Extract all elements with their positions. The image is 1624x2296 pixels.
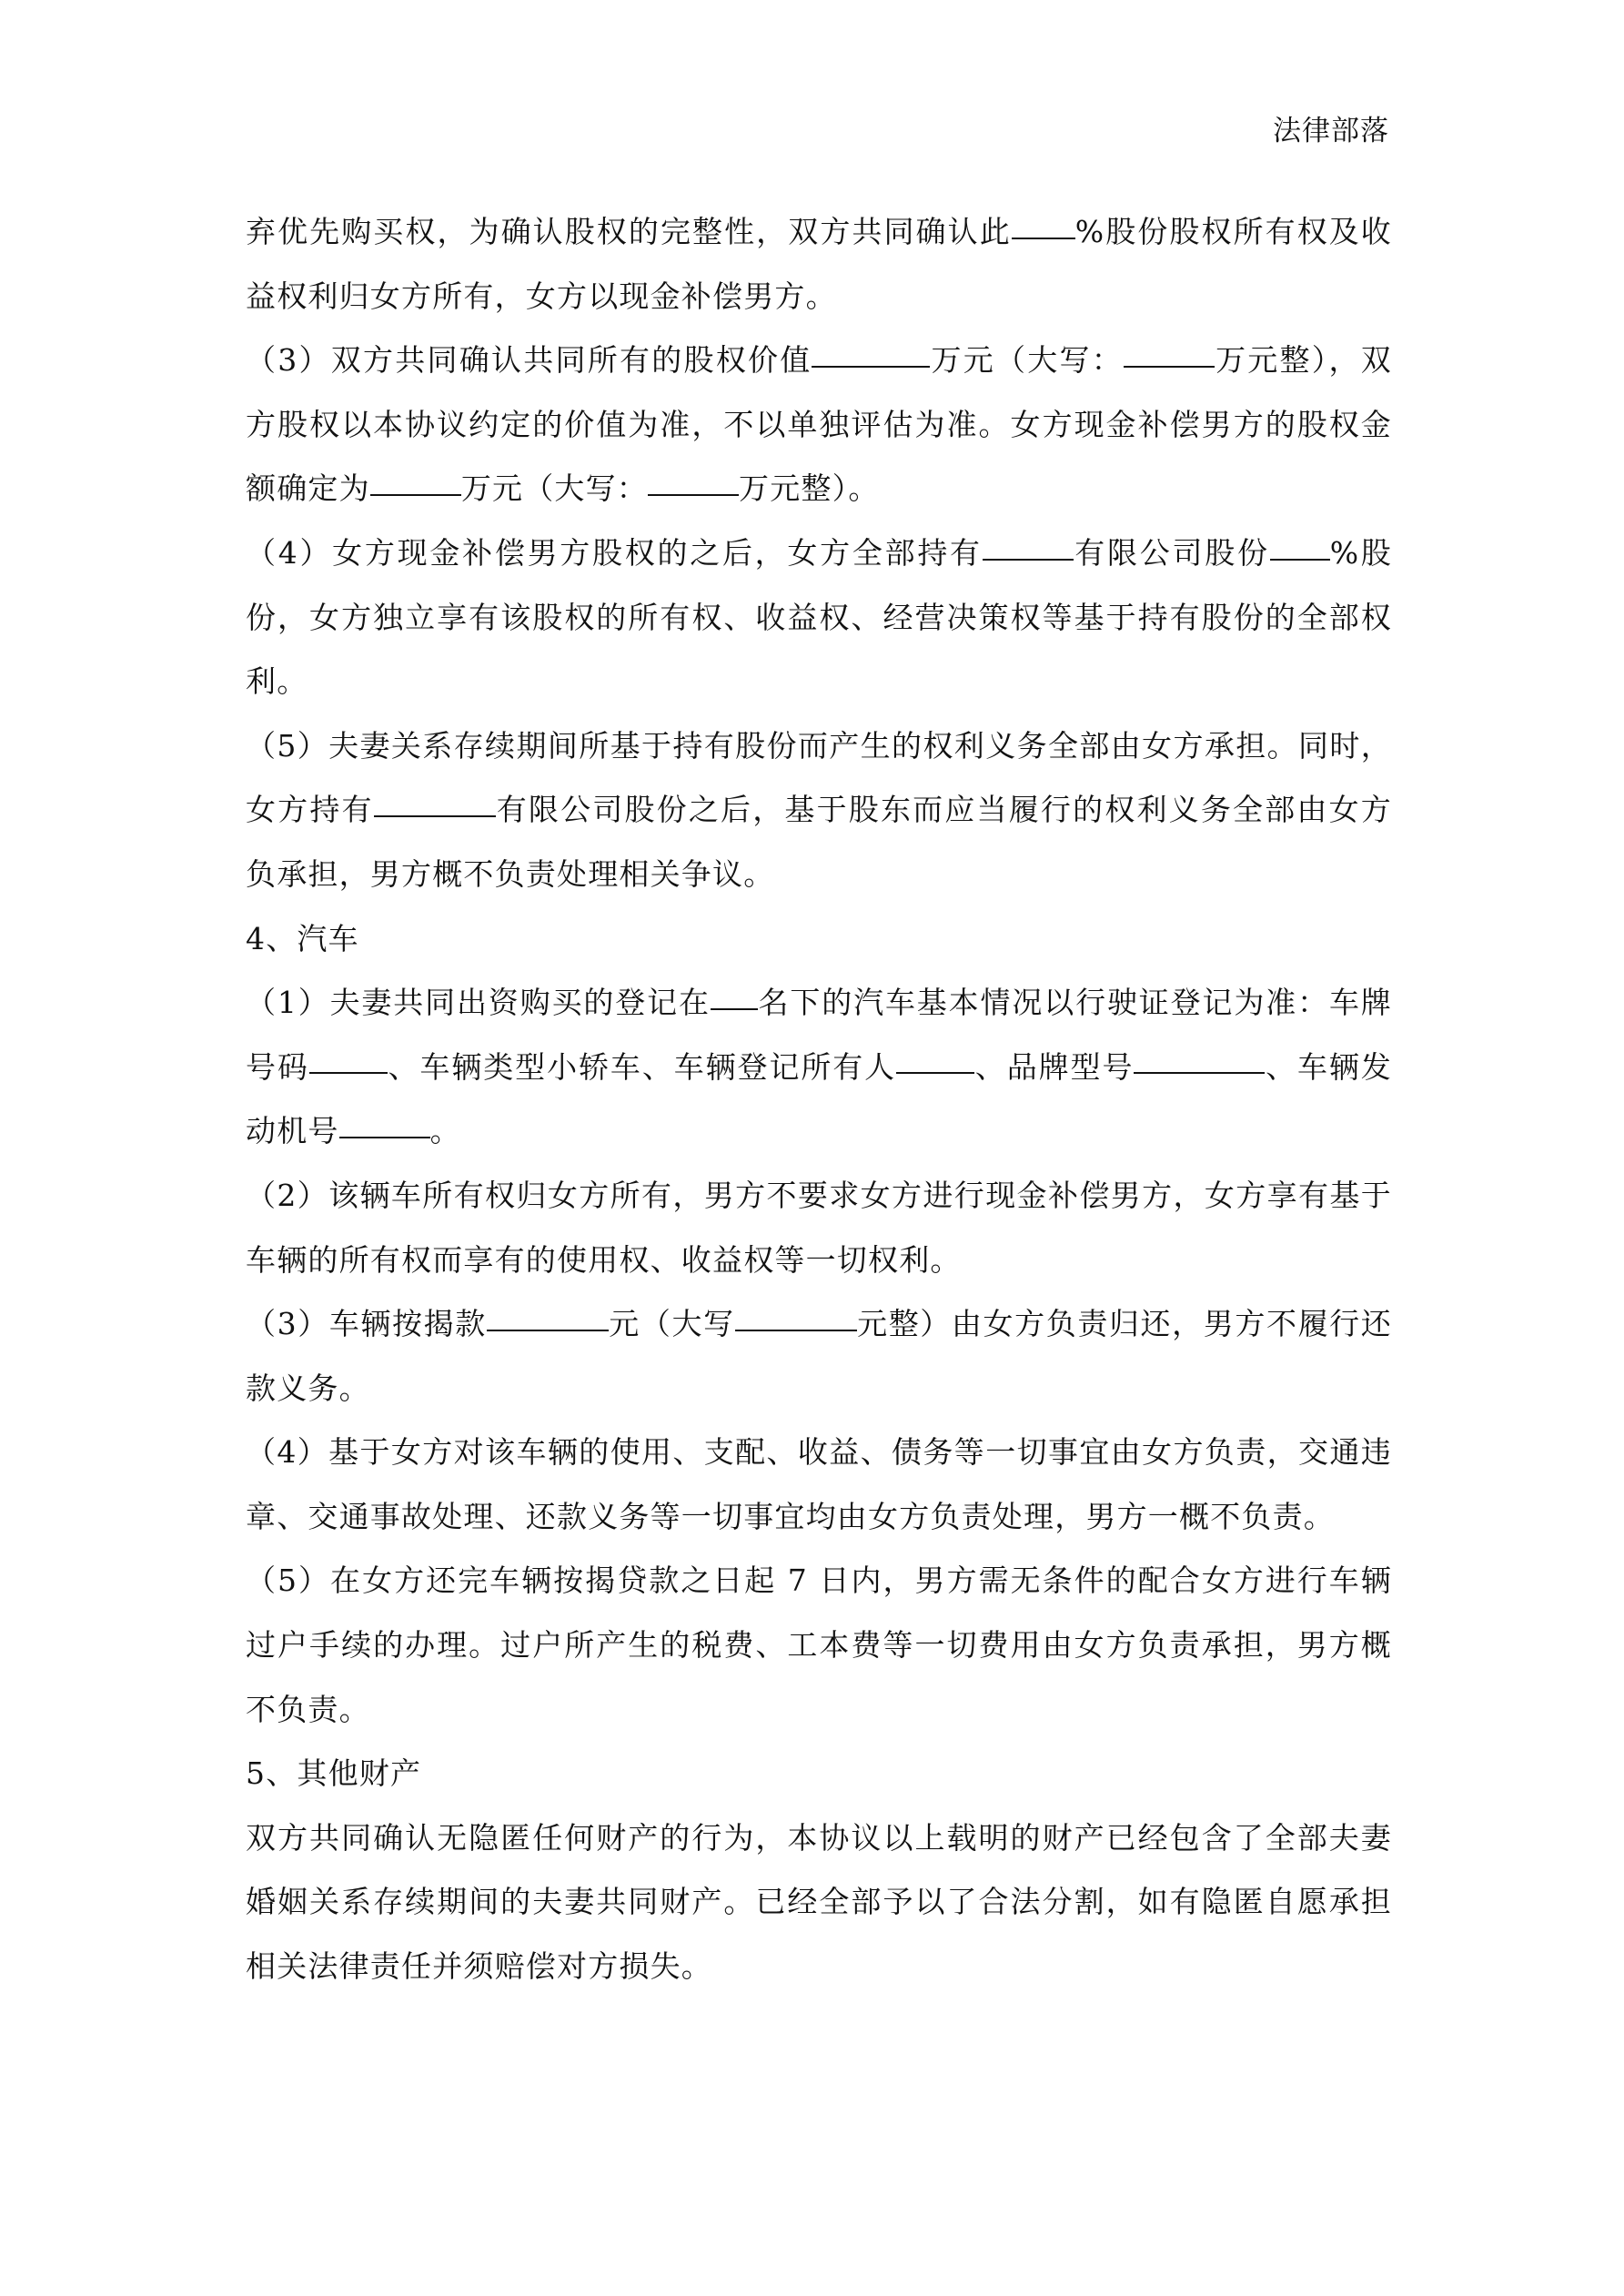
- section-heading-car: 4、汽车: [246, 920, 359, 956]
- document-body: [246, 200, 1392, 1999]
- page-header-label: 法律部落: [1273, 115, 1389, 147]
- text-segment: 万元整）。: [739, 470, 880, 507]
- text-segment: 。: [429, 1113, 461, 1149]
- section-heading-other-property: 5、其他财产: [246, 1755, 422, 1792]
- text-segment: 万元整），双方股权以本协议约定的价值为准，不以单独评估为准。女方现金补偿男方的股权金额确定为: [246, 342, 1393, 507]
- text-segment: %股份股权所有权及收益权利归女方所有，女方以现金补偿男方。: [246, 214, 1392, 314]
- text-segment: 弃优先购买权，为确认股权的完整性，双方共同确认此: [246, 214, 1012, 249]
- text-segment: 有限公司股份之后，基于股东而应当履行的权利义务全部由女方负承担，男方概不负责处理相关争议。: [246, 792, 1392, 892]
- text-segment: 名下的汽车基本情况以行驶证登记为准：车牌号码: [246, 985, 1393, 1085]
- fill-blank-company-name: [374, 815, 496, 817]
- fill-blank-owner: [896, 1072, 974, 1074]
- fill-blank-engine-number: [339, 1137, 430, 1138]
- text-segment: 万元（大写：: [930, 342, 1125, 379]
- fill-blank-compensation-uppercase: [648, 494, 739, 496]
- paragraph-equity-ownership: [246, 200, 1392, 329]
- text-segment: （1）夫妻共同出资购买的登记在: [246, 985, 711, 1021]
- paragraph-car-registration: [246, 971, 1392, 1164]
- text-segment: （5）夫妻关系存续期间所基于持有股份而产生的权利义务全部由女方承担。同时，女方持有: [246, 727, 1392, 828]
- fill-blank-percent: [1012, 238, 1075, 239]
- text-segment: 、品牌型号: [974, 1048, 1135, 1085]
- text-segment: 、车辆类型小轿车、车辆登记所有人: [387, 1048, 897, 1085]
- paragraph-car-responsibility: （4）基于女方对该车辆的使用、支配、收益、债务等一切事宜由女方负责，交通违章、交通事故处理、还款义务等一切事宜均由女方负责处理，男方一概不负责。: [246, 1434, 1392, 1534]
- paragraph-company-shares: [246, 521, 1392, 714]
- paragraph-shareholder-obligations: [246, 714, 1392, 907]
- fill-blank-loan-amount-uppercase: [735, 1330, 857, 1331]
- text-segment: （4）女方现金补偿男方股权的之后，女方全部持有: [246, 534, 983, 571]
- text-segment: （3）车辆按揭款: [246, 1306, 487, 1342]
- fill-blank-company-name: [983, 559, 1074, 561]
- text-segment: （3）双方共同确认共同所有的股权价值: [246, 342, 812, 379]
- fill-blank-share-percent: [1270, 559, 1330, 561]
- fill-blank-plate-number: [309, 1072, 388, 1074]
- text-segment: %股份，女方独立享有该股权的所有权、收益权、经营决策权等基于持有股份的全部权利。: [246, 534, 1392, 700]
- paragraph-other-property: 双方共同确认无隐匿任何财产的行为，本协议以上载明的财产已经包含了全部夫妻婚姻关系存续期间的夫妻共同财产。已经全部予以了合法分割，如有隐匿自愿承担相关法律责任并须赔偿对方损失。: [246, 1819, 1392, 1985]
- text-segment: 元整）由女方负责归还，男方不履行还款义务。: [246, 1306, 1392, 1406]
- fill-blank-loan-amount: [487, 1330, 609, 1331]
- paragraph-car-loan: [246, 1292, 1392, 1421]
- paragraph-equity-value: [246, 329, 1392, 521]
- text-segment: 万元（大写：: [460, 470, 649, 507]
- fill-blank-registrant: [711, 1008, 758, 1010]
- text-segment: 、车辆发动机号: [246, 1048, 1392, 1149]
- fill-blank-amount-uppercase: [1124, 366, 1215, 368]
- paragraph-car-ownership: （2）该辆车所有权归女方所有，男方不要求女方进行现金补偿男方，女方享有基于车辆的所有权而享有的使用权、收益权等一切权利。: [246, 1177, 1392, 1278]
- text-segment: 有限公司股份: [1073, 534, 1270, 571]
- paragraph-car-transfer: （5）在女方还完车辆按揭贷款之日起 7 日内，男方需无条件的配合女方进行车辆过户手续的办理。过户所产生的税费、工本费等一切费用由女方负责承担，男方概不负责。: [246, 1563, 1392, 1727]
- fill-blank-compensation: [370, 494, 461, 496]
- fill-blank-amount: [812, 366, 930, 368]
- fill-blank-model: [1134, 1072, 1265, 1074]
- text-segment: 元（大写: [608, 1306, 735, 1342]
